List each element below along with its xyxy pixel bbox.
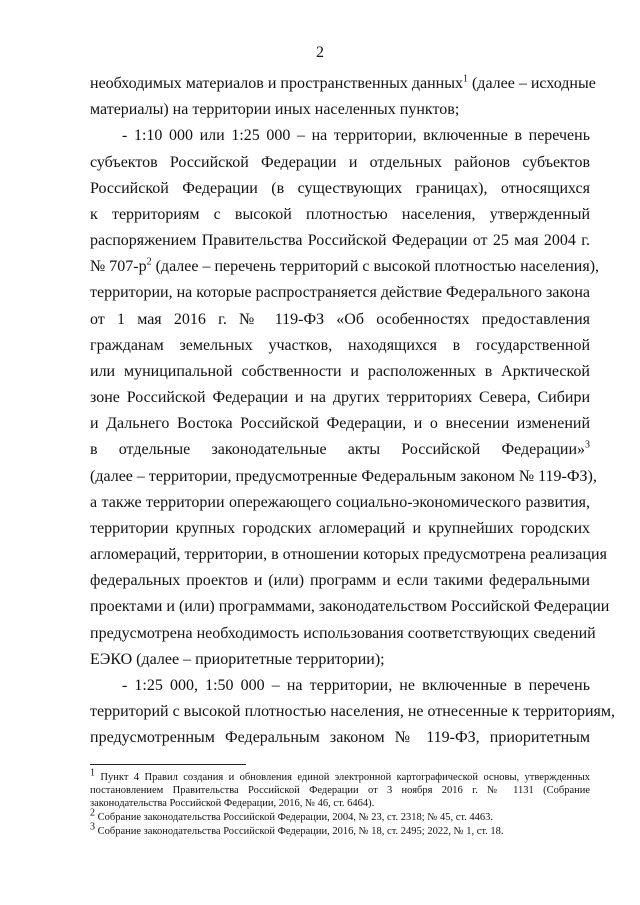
- text-line: зоне Российской Федерации и на других территориях Севера, Сибири: [90, 389, 590, 406]
- footnote-mark: 2: [90, 807, 95, 819]
- footnote-line: $^2$ Собрание законодательства Российской Федерации, 2004, № 23, ст. 2318; № 45, ст. 4463.: [90, 807, 494, 823]
- text-line: или муниципальной собственности и расположенных в Арктической: [90, 363, 590, 380]
- text-line: предусмотренным Федеральным законом № 119-ФЗ, приоритетным: [90, 729, 590, 746]
- text-line: предусмотрена необходимость использования соответствующих сведений: [90, 625, 596, 642]
- text-line: федеральных проектов и (или) программ и если такими федеральными: [90, 572, 590, 589]
- text-line: территорий с высокой плотностью населения, не отнесенные к территориям,: [90, 703, 615, 720]
- text-line: от 1 мая 2016 г. № 119-ФЗ «Об особенностях предоставления: [90, 311, 590, 328]
- text-line: территории крупных городских агломераций и крупнейших городских: [90, 520, 590, 537]
- text-line: территории, на которые распространяется действие Федерального закона: [90, 284, 591, 301]
- text-line: субъектов Российской Федерации и отдельных районов субъектов: [90, 154, 590, 171]
- text-line: Российской Федерации (в существующих границах), относящихся: [90, 180, 590, 197]
- text-line: к территориям с высокой плотностью населения, утвержденный: [90, 206, 590, 223]
- footnote-line: $^3$ Собрание законодательства Российской Федерации, 2016, № 18, ст. 2495; 2022, № 1, ст. 18.: [90, 821, 504, 837]
- text-line: необходимых материалов и пространственных данных$^1$ (далее – исходные: [90, 73, 596, 92]
- text-line: распоряжением Правительства Российской Федерации от 25 мая 2004 г.: [90, 232, 590, 249]
- text-line: № $707-р^2$ (далее – перечень территорий с высокой плотностью населения),: [90, 256, 600, 275]
- footnote-line: $^1$ Пункт 4 Правил создания и обновления единой электронной картографической основы, утвержденных: [90, 767, 590, 783]
- text-line: агломераций, территории, в отношении которых предусмотрена реализация: [90, 546, 607, 563]
- footnote-ref: 3: [585, 439, 590, 451]
- footnote-separator: [90, 764, 246, 765]
- text-line: и Дальнего Востока Российской Федерации, и о внесении изменений: [90, 415, 590, 432]
- text-line: а также территории опережающего социально-экономического развития,: [90, 494, 590, 511]
- text-line: в отдельные законодательные акты Российской Федерации»$^3$: [90, 439, 590, 458]
- text-line: проектами и (или) программами, законодательством Российской Федерации: [90, 598, 610, 615]
- text-line: гражданам земельных участков, находящихся в государственной: [90, 337, 590, 354]
- text-line: - 1:25 000, 1:50 000 – на территории, не включенные в перечень: [122, 677, 590, 694]
- text-line: (далее – территории, предусмотренные Федеральным законом № 119-ФЗ),: [90, 468, 597, 485]
- footnote-line: законодательства Российской Федерации, 2016, № 46, ст. 6464).: [90, 798, 375, 809]
- footnote-ref: 1: [462, 73, 468, 85]
- footnote-mark: 1: [90, 767, 95, 779]
- page-number: 2: [316, 44, 324, 61]
- text-line: - 1:10 000 или 1:25 000 – на территории, включенные в перечень: [122, 127, 590, 144]
- footnote-ref: 2: [146, 256, 152, 268]
- footnote-mark: 3: [90, 821, 95, 833]
- text-line: материалы) на территории иных населенных пунктов;: [90, 101, 460, 118]
- text-line: ЕЭКО (далее – приоритетные территории);: [90, 651, 385, 668]
- footnote-line: постановлением Правительства Российской Федерации от 3 ноября 2016 г. № 1131 (Собрание: [90, 785, 590, 796]
